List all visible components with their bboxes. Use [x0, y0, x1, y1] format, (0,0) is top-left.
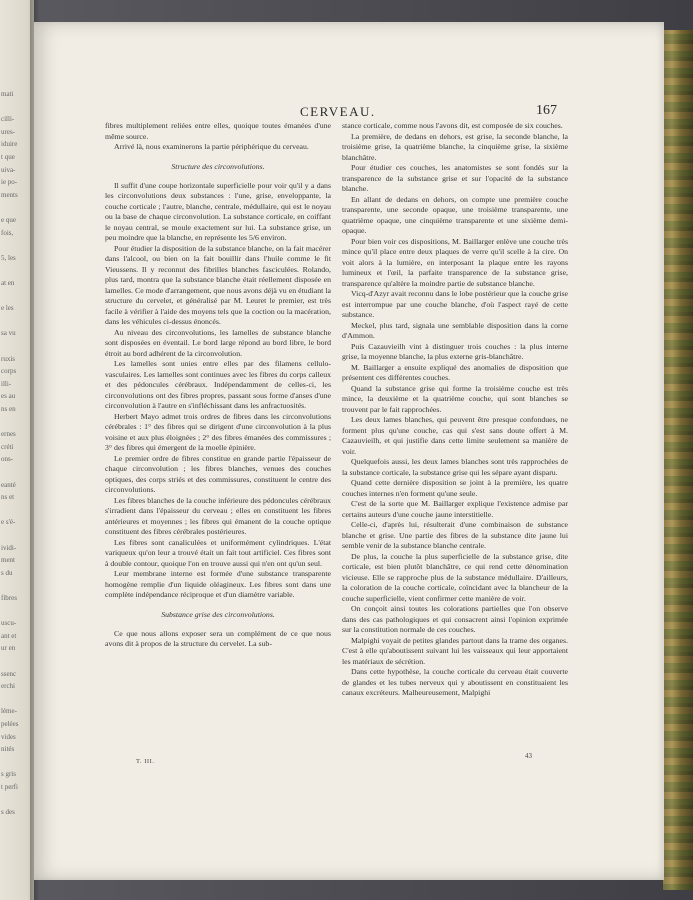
left-page-text-fragment: ruxis: [1, 354, 15, 363]
left-page-edge: [0, 0, 34, 900]
paragraph: Celle-ci, d'après lui, résulterait d'une combinaison de substance blanche et grise. Une partie des fibres de la substance dite jaune lui semble venir de la substance blanche centrale.: [342, 520, 568, 550]
left-page-text-fragment: ns en: [1, 405, 16, 413]
book-cover-edge: [663, 30, 693, 890]
left-page-text-fragment: corps: [1, 367, 17, 376]
paragraph: La première, de dedans en dehors, est grise, la seconde blanche, la troisième grise, la quatrième blanche, la cinquième grise, la sixième blanchâtre.: [342, 131, 568, 162]
left-page-text-fragment: erchi: [1, 682, 15, 691]
left-page-text-fragment: ons-: [1, 455, 14, 464]
left-page-text-fragment: e s'é-: [1, 518, 16, 527]
paragraph: fibres multiplement reliées entre elles, quoique toutes émanées d'une même source.: [105, 121, 331, 141]
left-page-text-fragment: 5, les: [1, 253, 16, 262]
paragraph: Vicq-d'Azyr avait reconnu dans le lobe postérieur que la couche grise est interrompue par une couche blanche, d'où l'aspect rayé de cette substance.: [342, 289, 568, 319]
paragraph: C'est de la sorte que M. Baillarger explique l'existence admise par certains auteurs d'une couche jaune interstitielle.: [342, 499, 568, 519]
paragraph: Puis Cazauvieilh vint à distinguer trois couches : la plus interne grise, la moyenne blanche, la plus externe gris-blanchâtre.: [342, 341, 568, 361]
sheet-number: 43: [525, 752, 532, 760]
left-top-paragraphs: [105, 121, 331, 153]
left-page-text-fragment: uiva-: [1, 165, 16, 174]
left-page-text-fragment: pelées: [1, 720, 19, 728]
paragraph: Arrivé là, nous examinerons la partie périphérique du cerveau.: [114, 142, 309, 151]
paragraph: Dans cette hypothèse, la couche corticale du cerveau était couverte de glandes et les tubes nerveux qui y aboutissent en constituaient les canaux excréteurs. Malheureusement, Malpighi: [342, 667, 568, 697]
left-page-text-fragment: ant et: [1, 631, 17, 640]
paragraph: Malpighi voyait de petites glandes partout dans la trame des organes. C'est à elle qu'aboutissent suivant lui les vaisseaux qui leur apportaient les matériaux de sécrétion.: [342, 635, 568, 666]
paragraph: On conçoit ainsi toutes les colorations partielles que l'on observe dans des cas pathologiques et qui consacrent ainsi l'opinion exprimée sur la constitution normale de ces couches.: [342, 604, 568, 634]
left-page-text-fragment: mati: [1, 90, 14, 98]
left-page-text-fragment: s du: [1, 568, 13, 577]
paragraph: Pour bien voir ces dispositions, M. Baillarger enlève une couche très mince qu'il place entre deux plaques de verre qu'il scelle à la cire. On voit alors à la lumière, en interposant la plaque entre les rayons lumineux et l'œil, la parfaite transparence de la substance grise, transparence qu'altère la moindre partie de substance blanche.: [342, 236, 568, 288]
paragraph: De plus, la couche la plus superficielle de la substance grise, dite corticale, est bien plutôt blanchâtre, ce qui rend cette dénomination vicieuse. Elle se rapproche plus de la substance médullaire. D'ailleurs, la coloration de la couche corticale, coïncidant avec la blancheur de la couche superficielle, vient confirmer cette manière de voir.: [342, 551, 568, 603]
left-page-text-fragment: ments: [1, 190, 18, 199]
page-number: 167: [536, 103, 557, 118]
left-page-text-fragment: s des: [1, 808, 15, 817]
left-page-text-fragment: ment: [1, 556, 15, 565]
left-page-text-fragment: t que: [1, 153, 15, 161]
left-page-text-fragment: ividi-: [1, 543, 17, 552]
left-page-text-fragment: ur en: [1, 644, 16, 653]
paragraph: Les fibres sont canaliculées et uniformément cylindriques. L'état variqueux qu'on leur a trouvé était un fait tout artificiel. Ces fibres sont à double contour, quoique l'on en trouve aussi qui n'en ont qu'un seul.: [105, 537, 331, 568]
paragraph: Pour étudier la disposition de la substance blanche, on la fait macérer dans l'alcool, ou bien on la fait bouillir dans l'huile comme le fit Vieussens. Il y reconnut des fibrilles blanches fasciculées. Rolando, plus tard, montra que la substance blanche était réellement disposée en lamelles. Ce mode d'arrangement, que nous avons déjà vu en étudiant la structure du cervelet, et généralisé par M. Leuret le premier, est très facile à vérifier à l'aide des moyens tels que la coction ou la macération, dans les véhicules ci-dessus énoncés.: [105, 243, 331, 326]
running-head-title: CERVEAU.: [300, 104, 376, 119]
left-page-text-fragment: vides: [1, 732, 16, 741]
paragraph: Pour étudier ces couches, les anatomistes se sont fondés sur la transparence de la substance grise et sur l'opacité de la substance blanche.: [342, 163, 568, 193]
left-page-text-fragment: nités: [1, 745, 15, 754]
section-heading-grey-substance: Substance grise des circonvolutions.: [161, 609, 275, 619]
paragraph: Au niveau des circonvolutions, les lamelles de substance blanche sont disposées en éventail. Le bord large répond au bord libre, le bord étroit au bord adhérent de la circonvolution.: [105, 327, 331, 358]
section-heading-structure: Structure des circonvolutions.: [171, 161, 265, 171]
left-page-text-fragment: ns et: [1, 493, 15, 502]
left-page-text-fragment: iduire: [1, 140, 18, 149]
left-page-text-fragment: uscu-: [1, 619, 17, 628]
left-text-column: [105, 121, 331, 650]
left-page-text-fragment: ernes: [1, 430, 16, 439]
left-bottom-paragraphs: [105, 629, 331, 650]
left-mid-paragraphs: [105, 181, 331, 601]
left-page-text-fragment: ures-: [1, 127, 15, 136]
left-page-text-fragment: lème-: [1, 707, 17, 716]
right-paragraphs: [342, 132, 568, 699]
left-page-text-fragment: sa vu: [1, 329, 16, 338]
paragraph: M. Baillarger a ensuite expliqué des anomalies de disposition que présentent ces différentes couches.: [342, 362, 568, 382]
paragraph: Les deux lames blanches, qui peuvent être presque confondues, ne forment plus qu'une couche, cas qui s'est sans doute offert à M. Cazauvieilh, et qui justifie dans cette limite seulement sa manière de voir.: [342, 415, 568, 456]
right-text-column: [342, 121, 568, 699]
left-page-text-fragment: es au: [1, 392, 16, 401]
left-page-text-fragment: s gris: [1, 770, 16, 779]
left-page-text-fragment: créti: [1, 442, 14, 451]
left-page-text-fragment: eanté: [1, 480, 16, 489]
left-page-text-fragment: at en: [1, 279, 15, 287]
paragraph: Quand la substance grise qui forme la troisième couche est très mince, la deuxième et la quatrième couche, qui sont blanches se trouvent par le fait rapprochées.: [342, 383, 568, 414]
paragraph: En allant de dedans en dehors, on compte une première couche transparente, une seconde opaque, une troisième transparente, une quatrième opaque, une cinquième transparente et une sixième demi-opaque.: [342, 194, 568, 235]
left-page-text-fragment: e que: [1, 216, 16, 224]
signature-mark: T. III.: [136, 758, 155, 765]
paragraph: Quand cette dernière disposition se joint à la première, les quatre couches internes n'en forment qu'une seule.: [342, 478, 568, 498]
paragraph: Les lamelles sont unies entre elles par des filamens cellulo-vasculaires. Les lamelles sont continues avec les fibres du corps calleux et des pédoncules cérébraux. Indépendamment de celles-ci, les circonvolutions ont des fibres propres, passant sous forme d'anses d'une circonvolution à l'autre en s'infléchissant dans les anfractuosités.: [105, 359, 331, 410]
paragraph: Leur membrane interne est formée d'une substance transparente homogène remplie d'un liquide oléagineux. Les fibres sont dans une complète indépendance réciproque et d'un diamètre variable.: [105, 569, 331, 599]
paragraph-continuation: stance corticale, comme nous l'avons dit, est composée de six couches.: [342, 121, 563, 130]
left-page-text-fragment: cilli-: [1, 115, 15, 124]
left-page-text-fragment: fibres: [1, 594, 17, 602]
left-page-text-fragment: t perfi: [1, 783, 18, 791]
cover-marbling: [663, 30, 693, 890]
paragraph: Quelquefois aussi, les deux lames blanches sont très rapprochées de la substance corticale, la substance grise qui les sépare ayant disparu.: [342, 457, 568, 477]
left-page-text-fragment: fois,: [1, 228, 14, 237]
paragraph: Meckel, plus tard, signala une semblable disposition dans la corne d'Ammon.: [342, 320, 568, 340]
left-page-text-fragment: ie po-: [1, 178, 18, 187]
paragraph: Le premier ordre de fibres constitue en grande partie l'épaisseur de chaque circonvolution ; les fibres blanches, venues des couches optiques, des corps striés et des commissures, constituent le centre des circonvolutions.: [105, 453, 331, 494]
paragraph: Les fibres blanches de la couche inférieure des pédoncules cérébraux s'irradient dans l'épaisseur du cerveau ; elles en constituent les fibres antérieures et moyennes ; les fibres qui émanent de la couche optique constituent des fibres cérébrales postérieures.: [105, 495, 331, 536]
left-page-text-fragment: illi-: [1, 379, 12, 388]
paragraph: Ce que nous allons exposer sera un complément de ce que nous avons dit à propos de la structure du cervelet. La sub-: [105, 628, 331, 648]
paragraph: Il suffit d'une coupe horizontale superficielle pour voir qu'il y a dans les circonvolutions deux substances : l'une, grise, enveloppante, la couche corticale ; l'autre, blanche, centrale, médullaire, qui est le noyau ou la base de chaque circonvolution. La substance corticale, en coiffant le noyau central, se moule exactement sur lui. La substance grise, un peu moindre que la blanche, en représente les 5/6 environ.: [105, 180, 331, 242]
left-page-text-fragment: ssenc: [1, 669, 17, 678]
left-page-text-fragment: e les: [1, 304, 14, 313]
paragraph: Herbert Mayo admet trois ordres de fibres dans les circonvolutions cérébrales : 1° des fibres qui se dirigent d'une circonvolution à la plus voisine et aux plus éloignées ; 2° des fibres émanées des commissures ; 3° des fibres qui émergent de la moelle épinière.: [105, 411, 331, 452]
